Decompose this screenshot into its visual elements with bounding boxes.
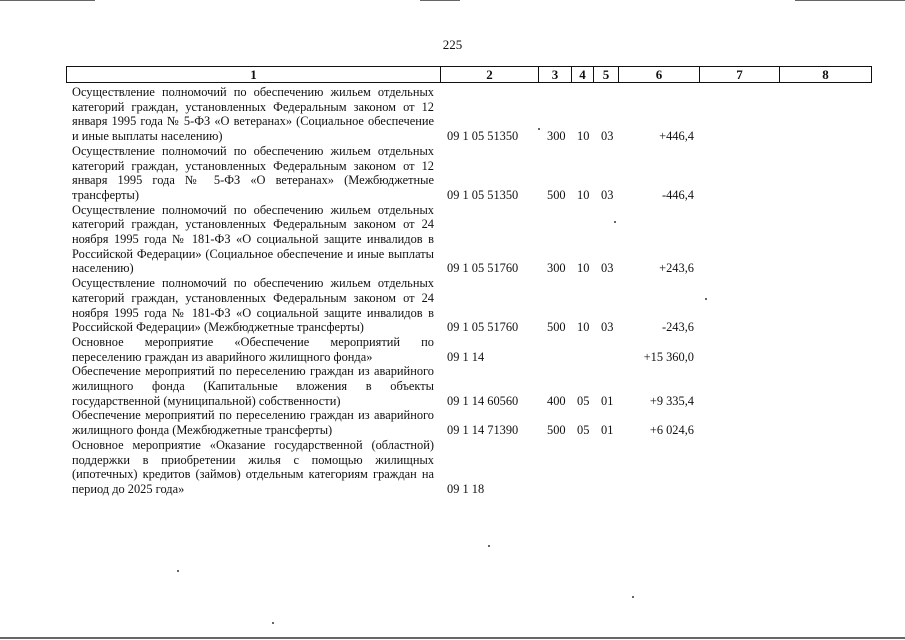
row-code: 09 1 05 51350 <box>447 187 519 202</box>
row-description: Осуществление полномочий по обеспечению жильем отдельных категорий граждан, установленных Федеральным законом от 12 января 1995 года № 5-ФЗ «О ветеранах» (Социальное обеспечение и иные выплаты населению) <box>72 85 434 144</box>
row-amount: +243,6 <box>659 261 694 276</box>
row-col-5: 01 <box>601 393 614 408</box>
row-description: Обеспечение мероприятий по переселению граждан из аварийного жилищного фонда (Капитальные вложения в объекты государственной (муниципальной) собственности) <box>72 364 434 408</box>
row-description: Осуществление полномочий по обеспечению жильем отдельных категорий граждан, установленных Федеральным законом от 12 января 1995 года № 5-ФЗ «О ветеранах» (Межбюджетные трансферты) <box>72 143 434 202</box>
table-row <box>72 335 872 364</box>
row-amount: -446,4 <box>661 187 694 202</box>
row-description: Осуществление полномочий по обеспечению жильем отдельных категорий граждан, установленных Федеральным законом от 24 ноября 1995 года № 181-ФЗ «О социальной защите инвалидов в Российской Федерации» (Социальное обеспечение и иные выплаты населению) <box>72 202 434 276</box>
row-amount: +15 360,0 <box>643 349 694 364</box>
row-code: 09 1 18 <box>447 481 485 496</box>
row-col-4: 10 <box>577 261 590 276</box>
header-col-1: 1 <box>67 67 441 82</box>
scan-mark <box>177 570 179 572</box>
row-code: 09 1 14 <box>447 349 485 364</box>
header-col-3: 3 <box>539 67 572 82</box>
table-row <box>72 276 872 335</box>
scan-mark <box>795 0 905 1</box>
scan-mark <box>0 0 95 1</box>
row-code: 09 1 05 51350 <box>447 129 519 144</box>
row-amount: +6 024,6 <box>649 423 694 438</box>
row-description: Обеспечение мероприятий по переселению граждан из аварийного жилищного фонда (Межбюджетные трансферты) <box>72 408 434 438</box>
row-col-3: 300 <box>547 129 566 144</box>
table-header <box>66 66 872 83</box>
row-code: 09 1 14 60560 <box>447 393 519 408</box>
row-col-3: 400 <box>547 393 566 408</box>
row-col-3: 300 <box>547 261 566 276</box>
row-code: 09 1 05 51760 <box>447 261 519 276</box>
header-col-2: 2 <box>441 67 539 82</box>
row-col-5: 03 <box>601 187 614 202</box>
row-code: 09 1 05 51760 <box>447 320 519 335</box>
scan-mark <box>272 622 274 624</box>
header-col-7: 7 <box>700 67 780 82</box>
table-row <box>72 144 872 203</box>
page-number: 225 <box>442 37 463 52</box>
header-col-5: 5 <box>594 67 619 82</box>
row-description: Основное мероприятие «Обеспечение мероприятий по переселению граждан из аварийного жилищного фонда» <box>72 334 434 364</box>
scan-mark <box>488 545 490 547</box>
row-col-5: 01 <box>601 423 614 438</box>
row-col-5: 03 <box>601 261 614 276</box>
header-col-8: 8 <box>822 66 829 82</box>
scan-mark <box>420 0 460 1</box>
row-amount: +9 335,4 <box>649 393 694 408</box>
header-col-6: 6 <box>619 67 700 82</box>
table-row <box>72 364 872 408</box>
scan-mark <box>705 298 707 300</box>
row-col-4: 05 <box>577 423 590 438</box>
row-col-4: 10 <box>577 320 590 335</box>
table-row <box>72 408 872 437</box>
scan-mark <box>0 637 905 639</box>
row-col-3: 500 <box>547 320 566 335</box>
table-row <box>72 438 872 497</box>
table-row <box>72 203 872 277</box>
row-description: Осуществление полномочий по обеспечению жильем отдельных категорий граждан, установленных Федеральным законом от 24 ноября 1995 года № 181-ФЗ «О социальной защите инвалидов в Российской Федерации» (Межбюджетные трансферты) <box>72 276 434 335</box>
row-col-3: 500 <box>547 187 566 202</box>
scan-mark <box>538 128 540 130</box>
row-code: 09 1 14 71390 <box>447 423 519 438</box>
table-body <box>72 85 872 497</box>
row-col-5: 03 <box>601 320 614 335</box>
scan-mark <box>614 221 616 223</box>
row-col-3: 500 <box>547 423 566 438</box>
row-amount: +446,4 <box>659 129 694 144</box>
row-col-4: 10 <box>577 187 590 202</box>
row-col-5: 03 <box>601 129 614 144</box>
row-description: Основное мероприятие «Оказание государственной (областной) поддержки в приобретении жилья с помощью жилищных (ипотечных) кредитов (займов) отдельным категориям граждан на период до 2025 года» <box>72 437 434 496</box>
row-amount: -243,6 <box>661 320 694 335</box>
table-row <box>72 85 872 144</box>
row-col-4: 10 <box>577 129 590 144</box>
scan-mark <box>632 596 634 598</box>
row-col-4: 05 <box>577 393 590 408</box>
header-col-4: 4 <box>572 67 594 82</box>
